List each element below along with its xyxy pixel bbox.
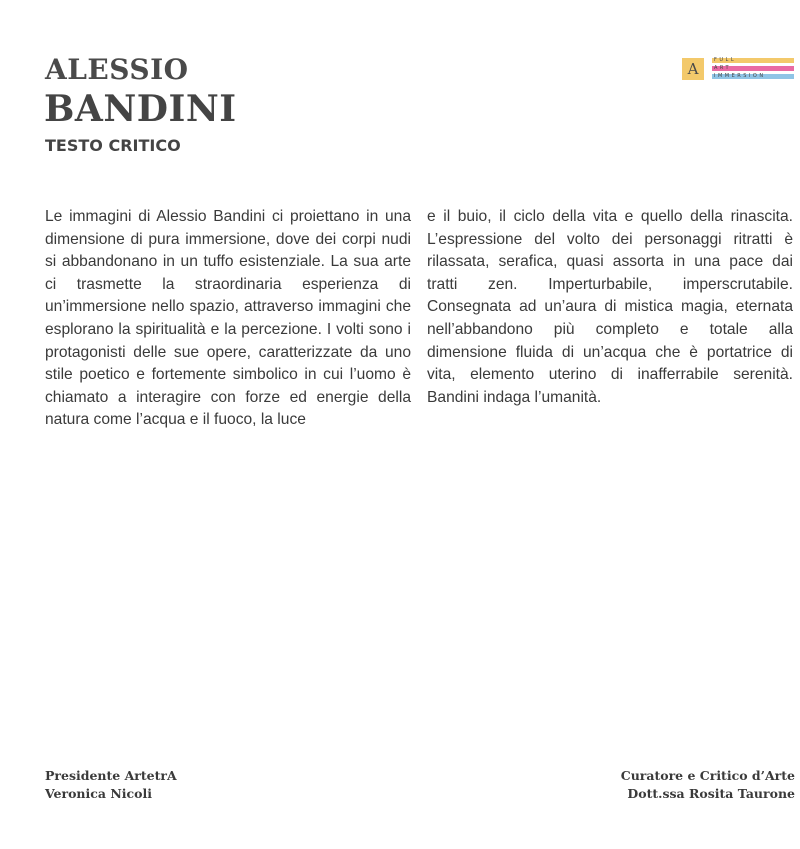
signature-left-role: Presidente ArtetrA — [45, 768, 177, 783]
critical-text-left-column: Le immagini di Alessio Bandini ci proiettano in una dimensione di pura immersione, dove dei corpi nudi si abbandonano in un tuffo esistenziale. La sua arte ci trasmette la straordinaria esperienza di un’immersione nello spazio, attraverso immagini che esplorano la spiritualità e la percezione. I volti sono i protagonisti delle sue opere, caratterizzate da uno stile poetico e fortemente simbolico in cui l’uomo è chiamato a interagire con forze ed energie della natura come l’acqua e il fuoco, la luce — [45, 208, 411, 429]
logo-word-immersion: IMMERSION — [714, 73, 766, 79]
section-subtitle: TESTO CRITICO — [45, 136, 181, 155]
signature-right — [621, 767, 795, 803]
logo-word-art: ART — [714, 65, 732, 71]
logo-word-full: FULL — [714, 57, 737, 63]
artist-last-name: BANDINI — [44, 88, 237, 130]
signature-left-name: Veronica Nicoli — [45, 786, 152, 801]
artist-first-name: ALESSIO — [45, 53, 189, 86]
signature-left — [45, 767, 177, 803]
signature-right-role: Curatore e Critico d’Arte — [620, 768, 795, 783]
full-art-immersion-logo — [682, 58, 796, 82]
critical-text-right-column: e il buio, il ciclo della vita e quello della rinascita. L’espressione del volto dei personaggi ritratti è rilassata, serafica, quasi assorta in una pace dai tratti zen. Imperturbabile, imperscrutabile. Consegnata ad un’aura di mistica magia, eternata nell’abbandono più completo e totale alla dimensione fluida di un’acqua che è portatrice di vita, elemento uterino di inafferrabile serenità. Bandini indaga l’umanità. — [427, 208, 793, 406]
logo-letter-box: A — [682, 58, 704, 80]
signature-right-name: Dott.ssa Rosita Taurone — [627, 786, 795, 801]
